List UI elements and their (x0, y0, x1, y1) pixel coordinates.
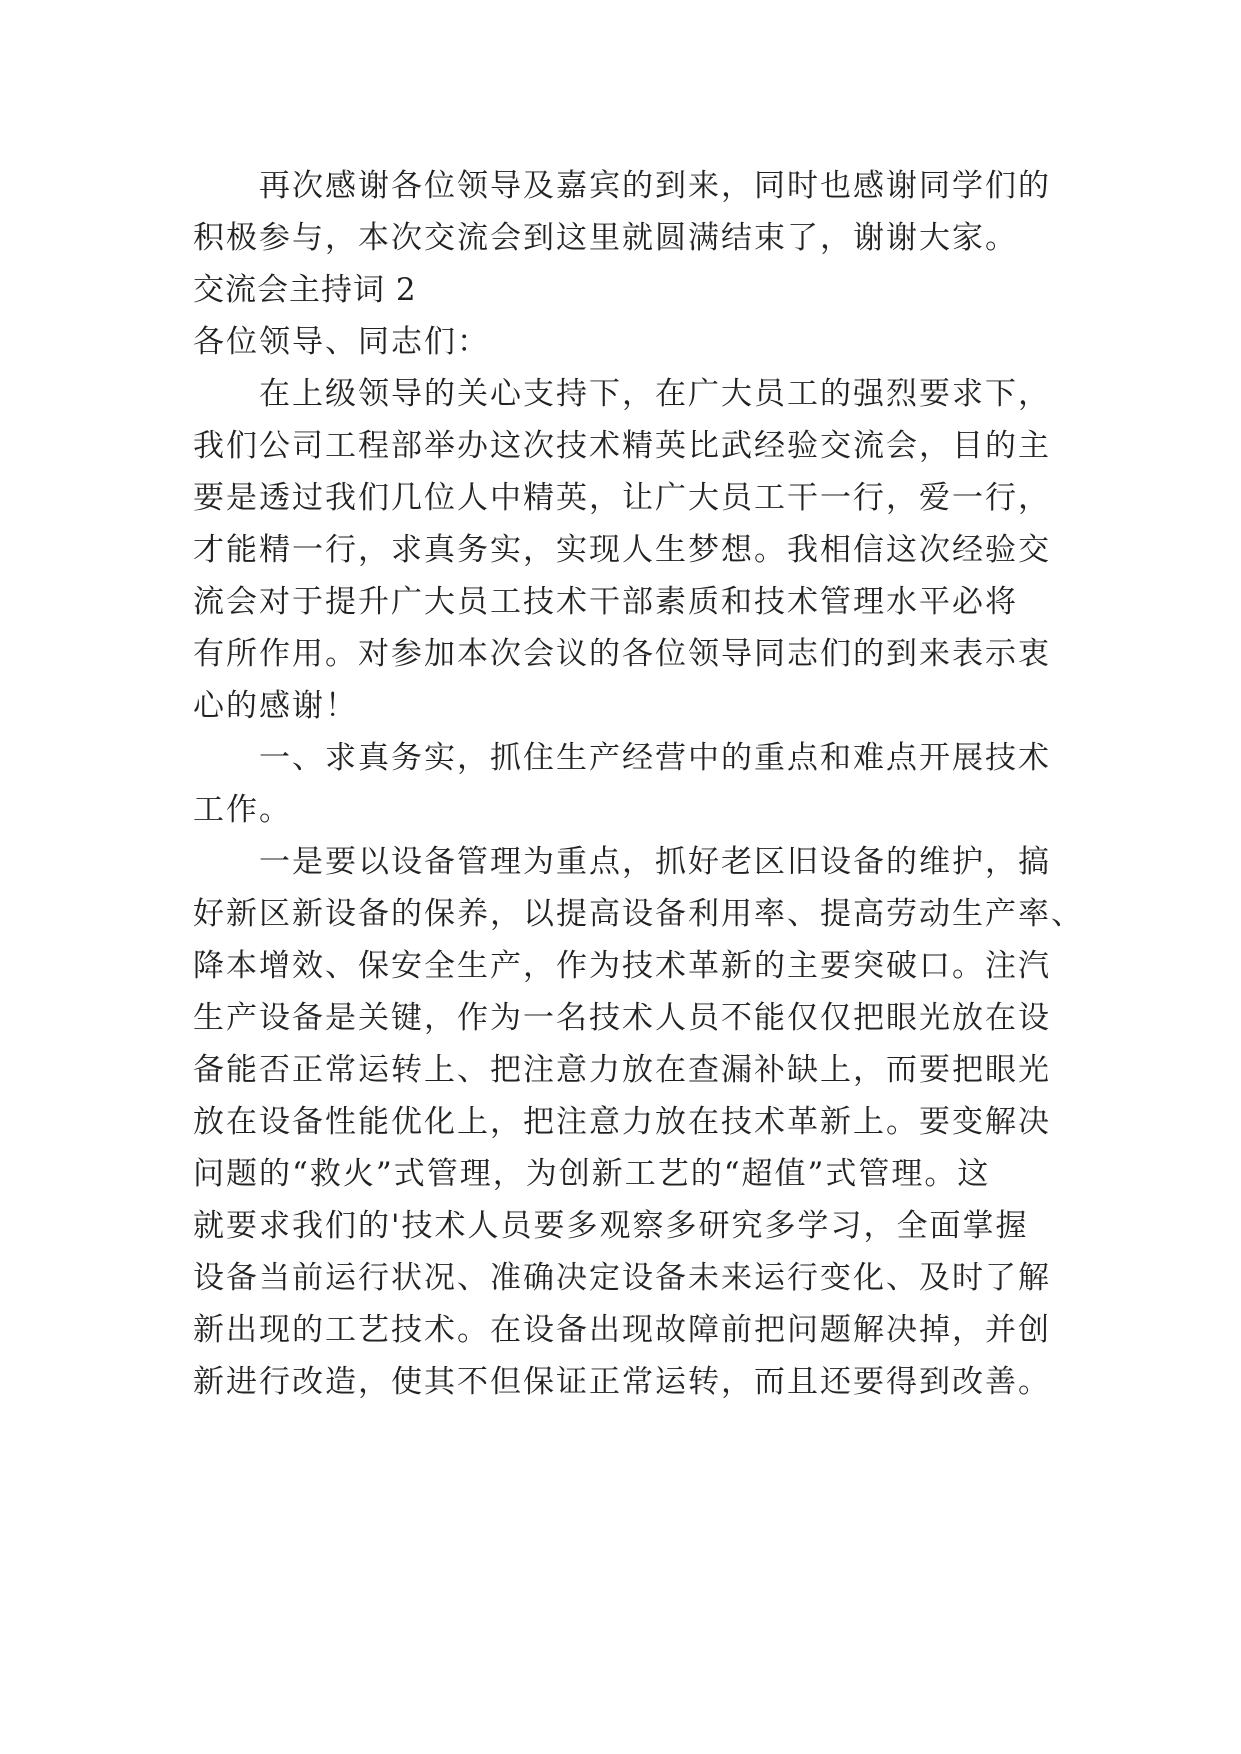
paragraph-line: 生产设备是关键，作为一名技术人员不能仅仅把眼光放在设 (193, 1000, 1051, 1036)
document-body (193, 160, 1084, 1408)
paragraph-line: 放在设备性能优化上，把注意力放在技术革新上。要变解决 (193, 1104, 1051, 1140)
paragraph-line: 才能精一行，求真务实，实现人生梦想。我相信这次经验交 (193, 532, 1051, 568)
paragraph-line: 流会对于提升广大员工技术干部素质和技术管理水平必将 (193, 584, 1018, 620)
paragraph-line: 再次感谢各位领导及嘉宾的到来，同时也感谢同学们的 (259, 168, 1051, 204)
paragraph-line: 在上级领导的关心支持下，在广大员工的强烈要求下， (259, 376, 1051, 412)
paragraph-line: 要是透过我们几位人中精英，让广大员工干一行，爱一行， (193, 480, 1051, 516)
paragraph-line: 我们公司工程部举办这次技术精英比武经验交流会，目的主 (193, 428, 1051, 464)
paragraph-line: 就要求我们的'技术人员要多观察多研究多学习，全面掌握 (193, 1208, 1029, 1244)
point-heading-line: 一、求真务实，抓住生产经营中的重点和难点开展技术 (259, 740, 1051, 776)
paragraph-line: 新出现的工艺技术。在设备出现故障前把问题解决掉，并创 (193, 1312, 1051, 1348)
paragraph-line: 新进行改造，使其不但保证正常运转，而且还要得到改善。 (193, 1364, 1051, 1400)
point-heading-line: 工作。 (193, 792, 292, 828)
paragraph-line: 问题的“救火”式管理，为创新工艺的“超值”式管理。这 (193, 1156, 991, 1192)
paragraph-line: 备能否正常运转上、把注意力放在查漏补缺上，而要把眼光 (193, 1052, 1051, 1088)
paragraph-line: 有所作用。对参加本次会议的各位领导同志们的到来表示衷 (193, 636, 1051, 672)
section-title: 交流会主持词 2 (193, 272, 417, 308)
paragraph-line: 心的感谢！ (193, 688, 358, 724)
salutation: 各位领导、同志们： (193, 324, 490, 360)
paragraph-line: 好新区新设备的保养，以提高设备利用率、提高劳动生产率、 (193, 896, 1084, 932)
paragraph-line: 设备当前运行状况、准确决定设备未来运行变化、及时了解 (193, 1260, 1051, 1296)
paragraph-line: 积极参与，本次交流会到这里就圆满结束了，谢谢大家。 (193, 220, 1018, 256)
paragraph-line: 降本增效、保安全生产，作为技术革新的主要突破口。注汽 (193, 948, 1051, 984)
paragraph-line: 一是要以设备管理为重点，抓好老区旧设备的维护，搞 (259, 844, 1051, 880)
